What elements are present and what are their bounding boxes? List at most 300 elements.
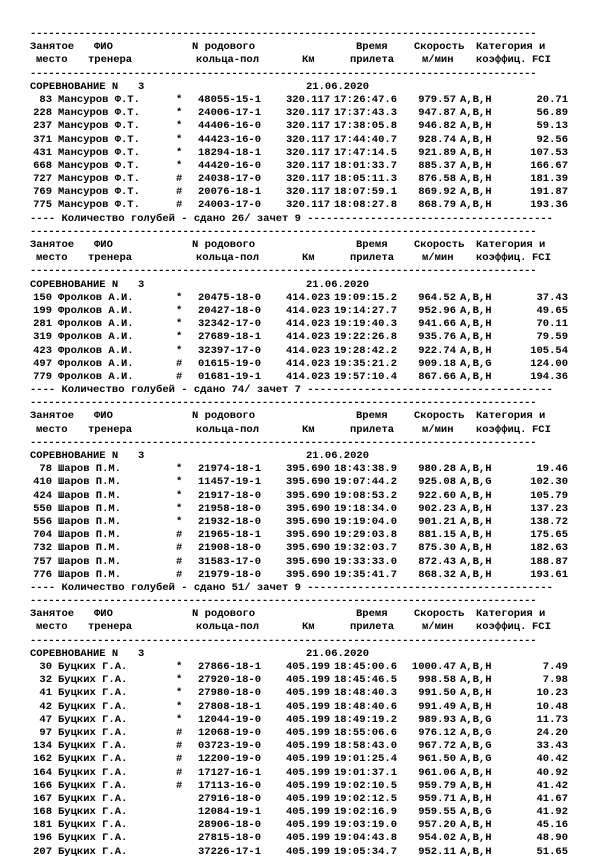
mark: *: [176, 120, 183, 133]
arrival-time: 19:32:03.7: [334, 542, 398, 555]
ring-number: 31583-17-0: [198, 555, 262, 568]
arrival-time: 19:28:42.2: [334, 344, 398, 357]
header-place-1: Занятое: [30, 410, 75, 423]
trainer-name: Шаров П.М.: [58, 568, 122, 581]
ring-number: 20076-18-1: [198, 186, 262, 199]
header-speed-2: м/мин: [422, 252, 454, 265]
header-ring-1: N родового: [192, 410, 256, 423]
trainer-name: Мансуров Ф.Т.: [58, 173, 140, 186]
header-category-1: Категория и: [476, 410, 546, 423]
ring-number: 24006-17-1: [198, 107, 262, 120]
trainer-name: Фролков А.И.: [58, 357, 134, 370]
distance-km: 320.117: [286, 173, 331, 186]
trainer-name: Буцких Г.А.: [58, 700, 128, 713]
ring-number: 11457-19-1: [198, 476, 262, 489]
place: 196: [33, 832, 52, 845]
fci: 7.49: [542, 661, 568, 673]
mark: #: [176, 357, 183, 370]
arrival-time: 18:05:11.3: [334, 173, 398, 186]
competition-label: СОРЕВНОВАНИЕ N: [30, 278, 119, 291]
category: A,B,H: [460, 502, 492, 515]
ring-number: 17113-16-0: [198, 779, 262, 792]
arrival-time: 17:47:14.5: [334, 146, 398, 159]
trainer-name: Шаров П.М.: [58, 476, 122, 489]
trainer-name: Мансуров Ф.Т.: [58, 146, 140, 159]
ring-number: 01681-19-1: [198, 370, 262, 383]
category: A,B,H: [460, 515, 492, 528]
arrival-time: 18:48:40.3: [334, 687, 398, 700]
fci: 188.87: [530, 555, 568, 568]
trainer-name: Буцких Г.А.: [58, 674, 128, 687]
distance-km: 405.199: [286, 819, 331, 832]
ring-number: 44420-16-0: [198, 159, 262, 172]
mark: *: [176, 107, 183, 120]
header-fci-2: FCI: [532, 423, 551, 436]
place: 423: [33, 344, 52, 357]
place: 167: [33, 792, 52, 805]
fci: 175.65: [530, 529, 568, 542]
header-place-2: место: [36, 54, 68, 67]
fci: 194.36: [530, 370, 568, 383]
place: 776: [33, 568, 52, 581]
competition-date: 21.06.2020: [306, 647, 370, 660]
place: 732: [33, 542, 52, 555]
fci: 48.90: [536, 832, 568, 845]
distance-km: 405.199: [286, 806, 331, 819]
header-speed-1: Скорость: [414, 608, 465, 621]
category: A,B,H: [460, 173, 492, 186]
speed: 959.79: [418, 779, 456, 792]
header-km-2: Км: [302, 423, 315, 436]
category: A,B,H: [460, 291, 492, 304]
ring-number: 37226-17-1: [198, 845, 262, 858]
header-category-2: коэффиц.: [476, 621, 527, 634]
category: A,B,H: [460, 489, 492, 502]
mark: *: [176, 502, 183, 515]
speed: 867.66: [418, 370, 456, 383]
speed: 921.89: [418, 146, 456, 159]
header-ring-1: N родового: [192, 239, 256, 251]
speed: 869.92: [418, 186, 456, 199]
place: 775: [33, 199, 52, 212]
place: 162: [33, 753, 52, 766]
speed: 872.43: [418, 555, 456, 568]
fci: 19.46: [536, 463, 568, 476]
trainer-name: Буцких Г.А.: [58, 806, 128, 819]
arrival-time: 19:01:37.1: [334, 766, 398, 779]
mark: *: [176, 291, 183, 304]
competition-number: 3: [138, 450, 145, 462]
competition-date: 21.06.2020: [306, 450, 370, 462]
distance-km: 405.199: [286, 674, 331, 687]
speed: 875.30: [418, 542, 456, 555]
speed: 928.74: [418, 133, 456, 146]
ring-number: 21958-18-0: [198, 502, 262, 515]
trainer-name: Фролков А.И.: [58, 291, 134, 304]
distance-km: 395.690: [286, 555, 331, 568]
arrival-time: 18:55:06.6: [334, 726, 398, 739]
trainer-name: Шаров П.М.: [58, 542, 122, 555]
place: 228: [33, 107, 52, 120]
category: A,B,G: [460, 476, 492, 489]
speed: 947.87: [418, 107, 456, 120]
trainer-name: Фролков А.И.: [58, 331, 134, 344]
trainer-name: Буцких Г.А.: [58, 687, 128, 700]
mark: *: [176, 515, 183, 528]
ring-number: 44423-16-0: [198, 133, 262, 146]
category: A,B,H: [460, 344, 492, 357]
fci: 41.42: [536, 779, 568, 792]
category: A,B,H: [460, 133, 492, 146]
competition-date: 21.06.2020: [306, 278, 370, 291]
place: 83: [39, 93, 52, 106]
mark: *: [176, 476, 183, 489]
trainer-name: Шаров П.М.: [58, 515, 122, 528]
distance-km: 320.117: [286, 120, 331, 133]
header-time-1: Время: [356, 608, 388, 621]
mark: #: [176, 186, 183, 199]
category: A,B,H: [460, 146, 492, 159]
trainer-name: Шаров П.М.: [58, 463, 122, 476]
category: A,B,G: [460, 357, 492, 370]
fci: 79.59: [536, 331, 568, 344]
speed: 922.74: [418, 344, 456, 357]
competition-date: 21.06.2020: [306, 80, 370, 93]
header-speed-2: м/мин: [422, 54, 454, 67]
fci: 124.00: [530, 357, 568, 370]
speed: 881.15: [418, 529, 456, 542]
ring-number: 27920-18-0: [198, 674, 262, 687]
header-time-1: Время: [356, 41, 388, 54]
header-category-1: Категория и: [476, 41, 546, 54]
distance-km: 320.117: [286, 199, 331, 212]
category: A,B,H: [460, 555, 492, 568]
category: A,B,H: [460, 370, 492, 383]
mark: *: [176, 463, 183, 476]
trainer-name: Буцких Г.А.: [58, 740, 128, 753]
arrival-time: 19:09:15.2: [334, 291, 398, 304]
trainer-name: Буцких Г.А.: [58, 766, 128, 779]
header-category-1: Категория и: [476, 239, 546, 251]
arrival-time: 18:45:00.6: [334, 661, 398, 673]
category: A,B,G: [460, 726, 492, 739]
header-place-1: Занятое: [30, 239, 75, 251]
header-speed-1: Скорость: [414, 239, 465, 251]
fci: 10.23: [536, 687, 568, 700]
fci: 102.30: [530, 476, 568, 489]
distance-km: 320.117: [286, 133, 331, 146]
speed: 979.57: [418, 93, 456, 106]
ring-number: 24038-17-0: [198, 173, 262, 186]
fci: 105.54: [530, 344, 568, 357]
speed: 946.82: [418, 120, 456, 133]
arrival-time: 19:04:43.8: [334, 832, 398, 845]
trainer-name: Буцких Г.А.: [58, 845, 128, 858]
distance-km: 405.199: [286, 845, 331, 858]
category: A,B,H: [460, 463, 492, 476]
distance-km: 414.023: [286, 304, 331, 317]
category: A,B,H: [460, 700, 492, 713]
speed: 980.28: [418, 463, 456, 476]
mark: *: [176, 661, 183, 673]
distance-km: 395.690: [286, 568, 331, 581]
place: 410: [33, 476, 52, 489]
trainer-name: Фролков А.И.: [58, 318, 134, 331]
header-name-1: ФИО: [94, 410, 113, 423]
mark: *: [176, 687, 183, 700]
speed: 991.49: [418, 700, 456, 713]
place: 727: [33, 173, 52, 186]
header-time-2: прилета: [350, 54, 395, 67]
mark: #: [176, 568, 183, 581]
place: 757: [33, 555, 52, 568]
place: 150: [33, 291, 52, 304]
mark: #: [176, 542, 183, 555]
header-fci-2: FCI: [532, 252, 551, 265]
ring-number: 21979-18-0: [198, 568, 262, 581]
header-category-2: коэффиц.: [476, 54, 527, 67]
distance-km: 405.199: [286, 700, 331, 713]
mark: *: [176, 318, 183, 331]
place: 166: [33, 779, 52, 792]
category: A,B,H: [460, 568, 492, 581]
arrival-time: 19:02:10.5: [334, 779, 398, 792]
speed: 941.66: [418, 318, 456, 331]
place: 47: [39, 713, 52, 726]
separator: -----------------------------------------------------------------------------------: [30, 225, 537, 238]
separator: -----------------------------------------------------------------------------------: [30, 28, 537, 40]
category: A,B,H: [460, 766, 492, 779]
header-category-1: Категория и: [476, 608, 546, 621]
arrival-time: 19:19:40.3: [334, 318, 398, 331]
distance-km: 320.117: [286, 159, 331, 172]
header-ring-2: кольца-пол: [196, 54, 260, 67]
ring-number: 27808-18-1: [198, 700, 262, 713]
mark: #: [176, 199, 183, 212]
speed: 976.12: [418, 726, 456, 739]
fci: 193.61: [530, 568, 568, 581]
fci: 41.92: [536, 806, 568, 819]
header-place-2: место: [36, 252, 68, 265]
arrival-time: 19:01:25.4: [334, 753, 398, 766]
fci: 107.53: [530, 146, 568, 159]
distance-km: 414.023: [286, 318, 331, 331]
header-category-2: коэффиц.: [476, 252, 527, 265]
category: A,B,H: [460, 529, 492, 542]
ring-number: 12200-19-0: [198, 753, 262, 766]
mark: *: [176, 133, 183, 146]
header-name-2: тренера: [88, 423, 133, 436]
separator: -----------------------------------------------------------------------------------: [30, 595, 537, 608]
header-name-1: ФИО: [94, 608, 113, 621]
distance-km: 405.199: [286, 713, 331, 726]
distance-km: 320.117: [286, 186, 331, 199]
distance-km: 405.199: [286, 753, 331, 766]
category: A,B,H: [460, 318, 492, 331]
category: A,B,G: [460, 740, 492, 753]
header-name-2: тренера: [88, 621, 133, 634]
trainer-name: Фролков А.И.: [58, 370, 134, 383]
trainer-name: Мансуров Ф.Т.: [58, 199, 140, 212]
speed: 1000.47: [411, 661, 456, 673]
ring-number: 32397-17-0: [198, 344, 262, 357]
header-fci-2: FCI: [532, 54, 551, 67]
speed: 961.50: [418, 753, 456, 766]
fci: 41.67: [536, 792, 568, 805]
mark: #: [176, 779, 183, 792]
header-place-2: место: [36, 621, 68, 634]
distance-km: 395.690: [286, 529, 331, 542]
arrival-time: 17:37:43.3: [334, 107, 398, 120]
arrival-time: 17:38:05.8: [334, 120, 398, 133]
ring-number: 03723-19-0: [198, 740, 262, 753]
speed: 925.08: [418, 476, 456, 489]
speed: 998.58: [418, 674, 456, 687]
distance-km: 395.690: [286, 489, 331, 502]
fci: 40.42: [536, 753, 568, 766]
header-speed-1: Скорость: [414, 41, 465, 54]
header-name-2: тренера: [88, 54, 133, 67]
arrival-time: 18:08:27.8: [334, 199, 398, 212]
fci: 51.65: [536, 845, 568, 858]
category: A,B,H: [460, 107, 492, 120]
ring-number: 20475-18-0: [198, 291, 262, 304]
speed: 954.02: [418, 832, 456, 845]
speed: 991.50: [418, 687, 456, 700]
place: 668: [33, 159, 52, 172]
place: 424: [33, 489, 52, 502]
place: 319: [33, 331, 52, 344]
arrival-time: 17:44:40.7: [334, 133, 398, 146]
header-ring-2: кольца-пол: [196, 423, 260, 436]
arrival-time: 19:05:34.7: [334, 845, 398, 858]
summary-text: ---- Количество голубей - сдано 74/ зачет 7 ---------------------------------------: [30, 384, 553, 397]
ring-number: 21908-18-0: [198, 542, 262, 555]
trainer-name: Буцких Г.А.: [58, 792, 128, 805]
speed: 961.06: [418, 766, 456, 779]
trainer-name: Буцких Г.А.: [58, 753, 128, 766]
arrival-time: 19:33:33.0: [334, 555, 398, 568]
speed: 922.60: [418, 489, 456, 502]
arrival-time: 18:58:43.0: [334, 740, 398, 753]
fci: 24.20: [536, 726, 568, 739]
place: 42: [39, 700, 52, 713]
distance-km: 414.023: [286, 331, 331, 344]
fci: 182.63: [530, 542, 568, 555]
header-ring-2: кольца-пол: [196, 252, 260, 265]
fci: 193.36: [530, 199, 568, 212]
header-place-1: Занятое: [30, 608, 75, 621]
speed: 901.21: [418, 515, 456, 528]
arrival-time: 18:45:46.5: [334, 674, 398, 687]
ring-number: 21932-18-0: [198, 515, 262, 528]
fci: 105.79: [530, 489, 568, 502]
ring-number: 18294-18-1: [198, 146, 262, 159]
arrival-time: 19:35:41.7: [334, 568, 398, 581]
fci: 138.72: [530, 515, 568, 528]
mark: #: [176, 726, 183, 739]
category: A,B,H: [460, 159, 492, 172]
ring-number: 27980-18-0: [198, 687, 262, 700]
mark: *: [176, 674, 183, 687]
trainer-name: Буцких Г.А.: [58, 819, 128, 832]
arrival-time: 19:57:10.4: [334, 370, 398, 383]
category: A,B,H: [460, 832, 492, 845]
ring-number: 27866-18-1: [198, 661, 262, 673]
separator: -----------------------------------------------------------------------------------: [30, 397, 537, 410]
place: 237: [33, 120, 52, 133]
fci: 11.73: [536, 713, 568, 726]
arrival-time: 19:29:03.8: [334, 529, 398, 542]
arrival-time: 19:35:21.2: [334, 357, 398, 370]
distance-km: 405.199: [286, 792, 331, 805]
mark: *: [176, 713, 183, 726]
summary-text: ---- Количество голубей - сдано 26/ зачет 9 ---------------------------------------: [30, 212, 553, 225]
distance-km: 405.199: [286, 740, 331, 753]
place: 497: [33, 357, 52, 370]
speed: 902.23: [418, 502, 456, 515]
trainer-name: Фролков А.И.: [58, 304, 134, 317]
ring-number: 27815-18-0: [198, 832, 262, 845]
ring-number: 28906-18-0: [198, 819, 262, 832]
competition-number: 3: [138, 278, 145, 291]
category: A,B,H: [460, 687, 492, 700]
header-km-2: Км: [302, 54, 315, 67]
trainer-name: Мансуров Ф.Т.: [58, 120, 140, 133]
ring-number: 24003-17-0: [198, 199, 262, 212]
competition-number: 3: [138, 80, 145, 93]
category: A,B,H: [460, 304, 492, 317]
fci: 59.13: [536, 120, 568, 133]
distance-km: 414.023: [286, 370, 331, 383]
trainer-name: Фролков А.И.: [58, 344, 134, 357]
place: 168: [33, 806, 52, 819]
mark: #: [176, 740, 183, 753]
category: A,B,G: [460, 806, 492, 819]
arrival-time: 19:03:19.0: [334, 819, 398, 832]
header-time-2: прилета: [350, 621, 395, 634]
trainer-name: Мансуров Ф.Т.: [58, 186, 140, 199]
header-ring-2: кольца-пол: [196, 621, 260, 634]
header-km-2: Км: [302, 621, 315, 634]
place: 32: [39, 674, 52, 687]
arrival-time: 19:07:44.2: [334, 476, 398, 489]
separator: -----------------------------------------------------------------------------------: [30, 67, 537, 80]
category: A,B,H: [460, 779, 492, 792]
fci: 70.11: [536, 318, 568, 331]
distance-km: 414.023: [286, 357, 331, 370]
competition-label: СОРЕВНОВАНИЕ N: [30, 647, 119, 660]
mark: #: [176, 753, 183, 766]
fci: 33.43: [536, 740, 568, 753]
arrival-time: 19:02:16.9: [334, 806, 398, 819]
distance-km: 320.117: [286, 93, 331, 106]
header-ring-1: N родового: [192, 41, 256, 54]
arrival-time: 19:19:04.0: [334, 515, 398, 528]
place: 134: [33, 740, 52, 753]
trainer-name: Буцких Г.А.: [58, 779, 128, 792]
place: 431: [33, 146, 52, 159]
speed: 952.11: [418, 845, 456, 858]
place: 550: [33, 502, 52, 515]
place: 207: [33, 845, 52, 858]
fci: 191.87: [530, 186, 568, 199]
place: 281: [33, 318, 52, 331]
speed: 935.76: [418, 331, 456, 344]
distance-km: 395.690: [286, 502, 331, 515]
header-category-2: коэффиц.: [476, 423, 527, 436]
speed: 868.32: [418, 568, 456, 581]
